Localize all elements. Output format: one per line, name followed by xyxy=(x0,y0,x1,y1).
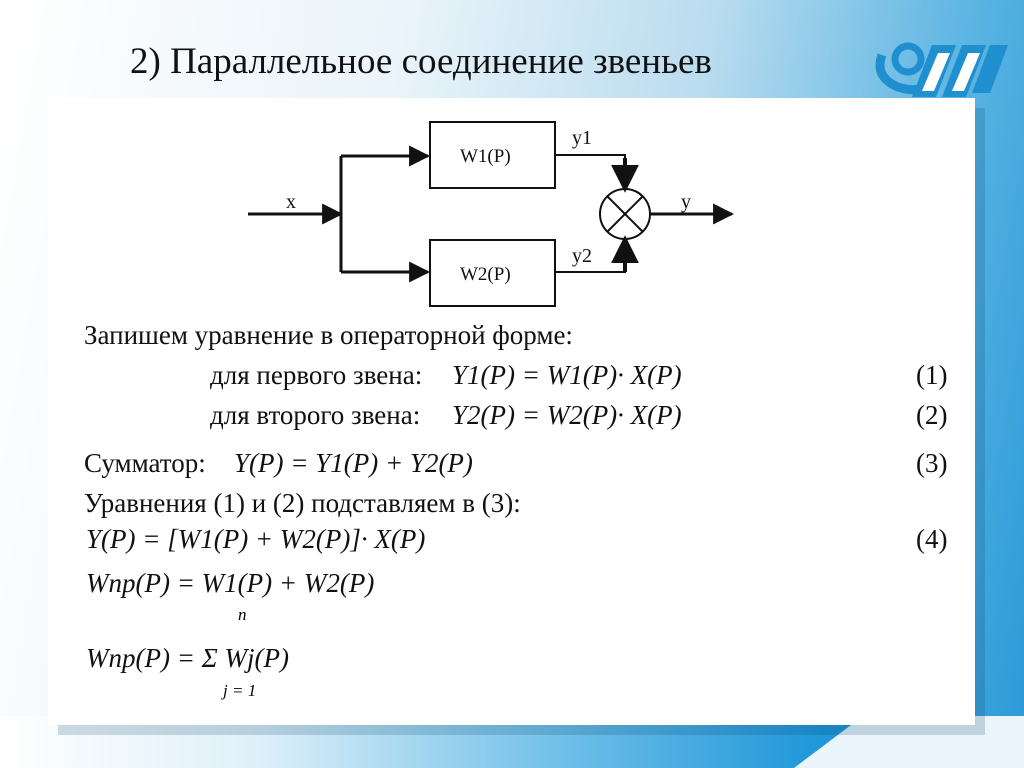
output-label: y xyxy=(681,191,691,213)
substitution-text: Уравнения (1) и (2) подставляем в (3): xyxy=(84,488,521,518)
out2-label: y2 xyxy=(572,245,592,267)
sum-label: Сумматор: xyxy=(84,448,206,478)
second-equation: Y2(P) = W2(P)· X(P) xyxy=(452,400,682,430)
equation-4-number: (4) xyxy=(916,524,948,554)
intro-text: Запишем уравнение в операторной форме: xyxy=(84,320,573,350)
second-number: (2) xyxy=(916,400,948,430)
slide-title: 2) Параллельное соединение звеньев xyxy=(130,41,712,82)
equation-4: Y(P) = [W1(P) + W2(P)]· X(P) xyxy=(86,524,426,554)
out1-label: y1 xyxy=(572,127,592,149)
sum-number: (3) xyxy=(916,448,948,478)
second-label: для второго звена: xyxy=(210,400,421,430)
block1-label: W1(P) xyxy=(460,146,511,167)
sum-upper-limit: n xyxy=(238,605,247,624)
equation-6: Wпр(P) = Σ Wj(P) xyxy=(86,643,289,673)
equation-5: Wпр(P) = W1(P) + W2(P) xyxy=(86,568,375,598)
first-equation: Y1(P) = W1(P)· X(P) xyxy=(452,360,682,390)
input-label: x xyxy=(286,191,296,213)
block2-label: W2(P) xyxy=(460,264,511,285)
first-number: (1) xyxy=(916,360,948,390)
content-panel xyxy=(48,98,975,725)
sum-limits xyxy=(223,605,273,703)
first-label: для первого звена: xyxy=(210,360,423,390)
logo-icon xyxy=(870,35,1010,105)
sum-equation: Y(P) = Y1(P) + Y2(P) xyxy=(234,448,473,478)
parallel-connection-diagram xyxy=(48,98,975,328)
sum-lower-limit: j = 1 xyxy=(223,681,257,700)
